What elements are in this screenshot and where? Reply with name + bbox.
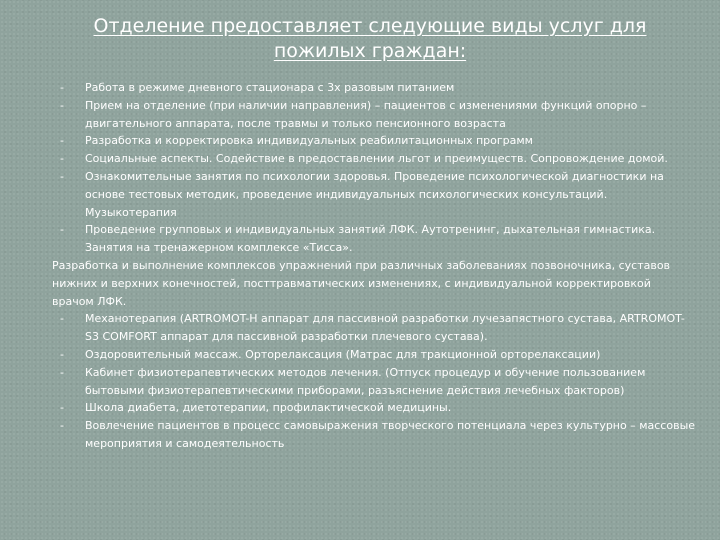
list-item-text: Разработка и корректировка индивидуальных реабилитационных программ: [85, 134, 533, 148]
list-item: [52, 364, 696, 400]
services-list-2: [52, 310, 696, 452]
list-item: [52, 150, 696, 168]
bullet-dash: -: [60, 401, 64, 415]
list-item: [52, 132, 696, 150]
list-item-text: Кабинет физиотерапевтических методов лечения. (Отпуск процедур и обучение пользованием бытовыми физиотерапевтическими приборами, разъяснение действия лечебных факторов): [85, 365, 646, 397]
list-item-text: Вовлечение пациентов в процесс самовыражения творческого потенциала через культурно – массовые мероприятия и самодеятельность: [85, 419, 696, 450]
title-line-1: Отделение предоставляет следующие виды услуг для: [93, 15, 647, 37]
slide-body: [52, 79, 696, 453]
list-item: [52, 417, 696, 453]
bullet-dash: -: [60, 169, 64, 183]
list-item: [52, 399, 696, 417]
list-item: [52, 221, 696, 257]
bullet-dash: -: [60, 312, 64, 326]
bullet-dash: -: [60, 98, 64, 112]
list-item-text: Ознакомительные занятия по психологии здоровья. Проведение психологической диагностики на основе тестовых методик, проведение индивидуальных психологических консультаций. Музыкотерапия: [85, 169, 664, 219]
list-item: [52, 168, 696, 221]
list-item-text: Работа в режиме дневного стационара с 3х разовым питанием: [85, 81, 455, 94]
bullet-dash: -: [60, 81, 64, 94]
list-item-text: Школа диабета, диетотерапии, профилактической медицины.: [85, 401, 452, 415]
title-line-2: пожилых граждан:: [273, 40, 467, 62]
list-item: [52, 310, 696, 346]
bullet-dash: -: [60, 223, 64, 237]
services-list-1: [52, 79, 696, 257]
bullet-dash: -: [60, 419, 64, 433]
bullet-dash: -: [60, 152, 64, 166]
bullet-dash: -: [60, 347, 64, 361]
list-item-text: Социальные аспекты. Содействие в предоставлении льгот и преимуществ. Сопровождение домой.: [85, 152, 668, 166]
list-item: [52, 79, 696, 97]
list-item-text: Механотерапия (ARTROMOT-H аппарат для пассивной разработки лучезапястного сустава, ARTROMOT-S3 COMFORT аппарат для пассивной разработки плечевого сустава).: [85, 312, 685, 344]
list-item: [52, 346, 696, 364]
slide-title: [40, 14, 700, 64]
bullet-dash: -: [60, 365, 64, 379]
bullet-dash: -: [60, 134, 64, 148]
exercise-paragraph: Разработка и выполнение комплексов упражнений при различных заболеваниях позвоночника, суставов нижних и верхних конечностей, посттравматических изменениях, с индивидуальной корректировкой врачом ЛФК.: [52, 258, 671, 308]
list-item-text: Проведение групповых и индивидуальных занятий ЛФК. Аутотренинг, дыхательная гимнастика. Занятия на тренажерном комплексе «Тисса».: [85, 223, 656, 255]
list-item: [52, 97, 696, 133]
list-item-text: Оздоровительный массаж. Орторелаксация (Матрас для тракционной орторелаксации): [85, 347, 601, 361]
list-item-text: Прием на отделение (при наличии направления) – пациентов с изменениями функций опорно – двигательного аппарата, после травмы и только пенсионного возраста: [85, 98, 647, 130]
